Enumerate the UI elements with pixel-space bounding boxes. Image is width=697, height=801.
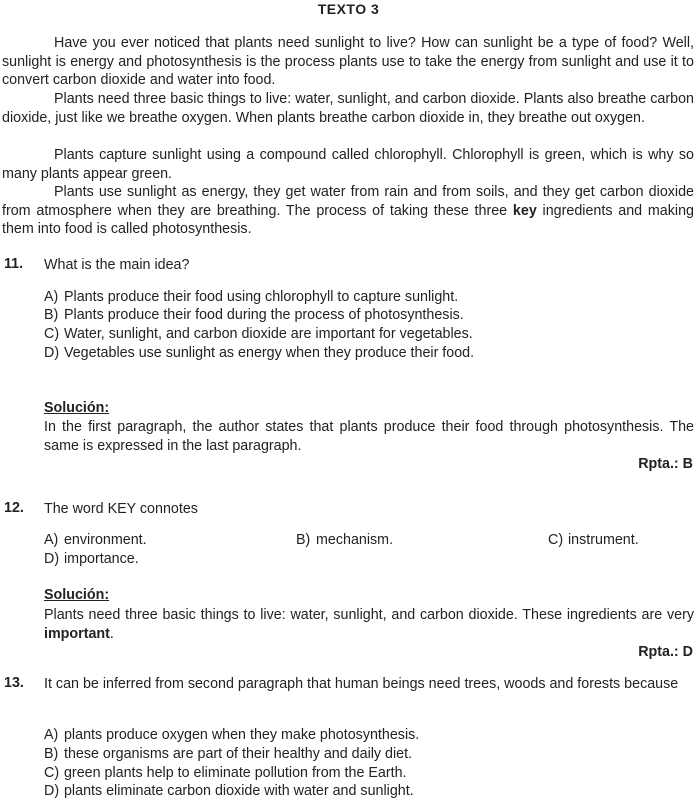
option-letter: C) xyxy=(548,532,564,548)
paragraph-3 xyxy=(2,146,694,183)
question-12-solution-text xyxy=(44,606,694,643)
question-13-number: 13. xyxy=(4,675,24,691)
option-text: instrument. xyxy=(567,532,639,548)
question-12-option-a xyxy=(44,531,147,549)
paragraph-4-part-2: ingredients and making them into food is called photosynthesis. xyxy=(2,202,694,238)
paragraph-2-text: Plants need three basic things to live: water, sunlight, and carbon dioxide. Plants also breathe carbon dioxide, just like we breathe oxygen. When plants breathe carbon dioxide in, they breathe out oxygen. xyxy=(2,91,694,126)
option-letter: C) xyxy=(44,765,60,781)
paragraph-4-part-1: Plants use sunlight as energy, they get water from rain and from soils, and they get carbon dioxide from atmosphere when they are breathing. The process of taking these three xyxy=(2,184,694,219)
option-letter: C) xyxy=(44,326,60,342)
option-text: Water, sunlight, and carbon dioxide are important for vegetables. xyxy=(63,326,473,342)
question-12-option-d xyxy=(44,550,139,568)
option-text: mechanism. xyxy=(315,532,394,548)
question-11-solution-label: Solución: xyxy=(44,400,110,416)
question-12-option-b xyxy=(296,531,393,549)
solution-part-2: . xyxy=(109,625,114,642)
question-11-text: What is the main idea? xyxy=(44,257,190,273)
paragraph-1 xyxy=(2,34,694,90)
paragraph-4-text xyxy=(2,183,694,239)
question-11-answer: Rpta.: B xyxy=(638,456,693,472)
question-11-option-a xyxy=(44,288,458,306)
solution-keyword: important xyxy=(44,625,110,642)
question-11-number: 11. xyxy=(4,256,24,272)
option-text: Plants produce their food during the process of photosynthesis. xyxy=(63,307,464,323)
paragraph-2 xyxy=(2,90,694,127)
question-11-option-c xyxy=(44,325,473,343)
option-text: these organisms are part of their healthy and daily diet. xyxy=(63,746,413,762)
option-letter: B) xyxy=(44,746,59,762)
paragraph-4 xyxy=(2,183,694,239)
question-12-solution-label: Solución: xyxy=(44,587,110,603)
question-12-text: The word KEY connotes xyxy=(44,501,198,517)
option-letter: A) xyxy=(44,289,59,305)
option-text: green plants help to eliminate pollution from the Earth. xyxy=(63,765,407,781)
question-11-solution-text: In the first paragraph, the author states that plants produce their food through photosynthesis. The same is expressed in the last paragraph. xyxy=(44,419,694,454)
question-12-number: 12. xyxy=(4,500,24,516)
option-text: plants produce oxygen when they make photosynthesis. xyxy=(63,727,420,743)
option-text: plants eliminate carbon dioxide with water and sunlight. xyxy=(63,783,414,799)
paragraph-1-text: Have you ever noticed that plants need sunlight to live? How can sunlight be a type of food? Well, sunlight is energy and photosynthesis is the process plants use to take the energy from sunlight and use it to convert carbon dioxide and water into food. xyxy=(2,35,694,89)
option-letter: A) xyxy=(44,532,59,548)
question-13-option-d xyxy=(44,782,414,800)
option-letter: B) xyxy=(44,307,59,323)
question-13-option-b xyxy=(44,745,412,763)
solution-part-1: Plants need three basic things to live: water, sunlight, and carbon dioxide. These ingredients are very xyxy=(44,607,694,623)
question-13-option-c xyxy=(44,764,407,782)
option-text: importance. xyxy=(63,551,139,567)
page-title: TEXTO 3 xyxy=(317,1,380,17)
question-11-option-b xyxy=(44,306,464,324)
question-11-option-d xyxy=(44,344,474,362)
paragraph-3-text: Plants capture sunlight using a compound called chlorophyll. Chlorophyll is green, which is why so many plants appear green. xyxy=(2,147,694,182)
option-text: Plants produce their food using chlorophyll to capture sunlight. xyxy=(63,289,459,305)
option-letter: D) xyxy=(44,345,60,361)
question-13-option-a xyxy=(44,726,419,744)
question-12-option-c xyxy=(548,531,639,549)
option-letter: D) xyxy=(44,783,60,799)
question-12-answer: Rpta.: D xyxy=(638,644,693,660)
paragraph-4-keyword: key xyxy=(512,202,537,219)
option-text: Vegetables use sunlight as energy when they produce their food. xyxy=(63,345,475,361)
option-letter: D) xyxy=(44,551,60,567)
option-letter: B) xyxy=(296,532,311,548)
option-letter: A) xyxy=(44,727,59,743)
option-text: environment. xyxy=(63,532,147,548)
question-13-text: It can be inferred from second paragraph that human beings need trees, woods and forests because xyxy=(44,676,679,692)
